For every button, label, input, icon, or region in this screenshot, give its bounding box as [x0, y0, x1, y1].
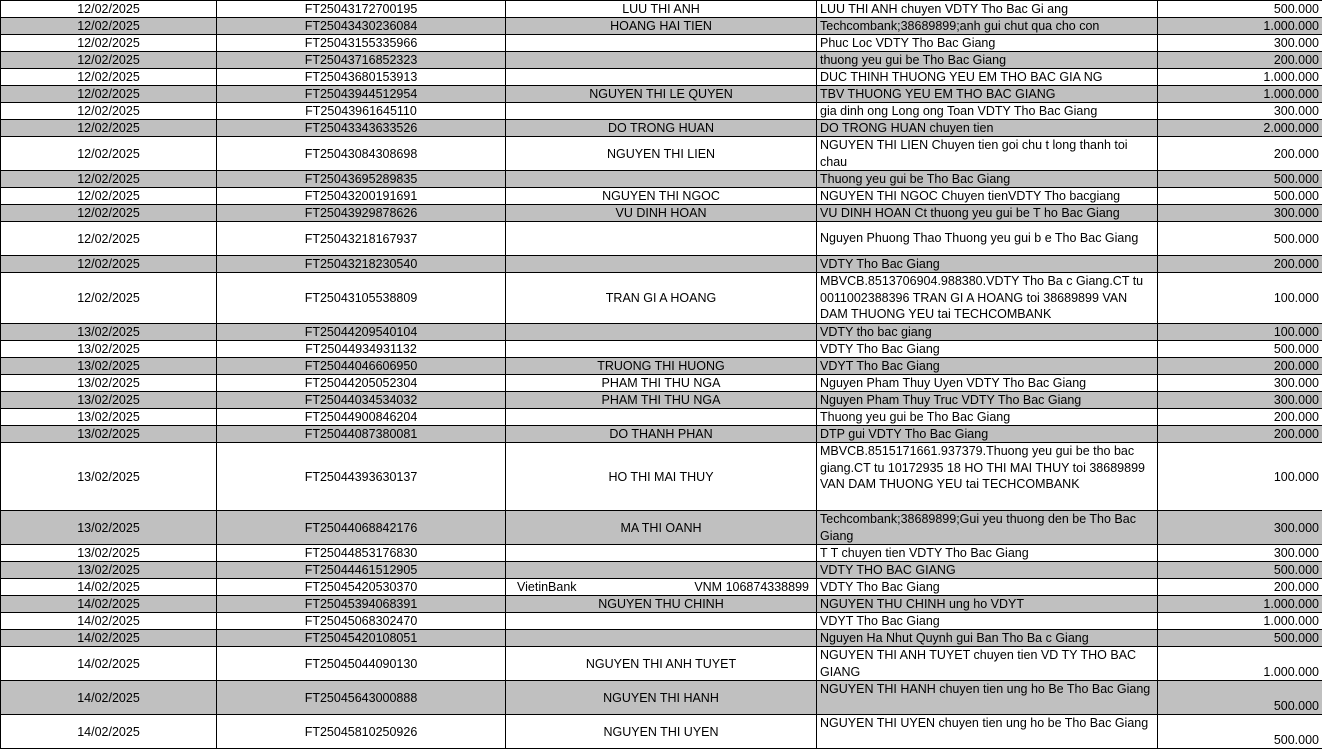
table-row [1, 426, 1322, 443]
amount-cell[interactable]: 500.000 [1158, 630, 1322, 647]
description-cell[interactable]: NGUYEN THI ANH TUYET chuyen tien VD TY THO BAC GIANG [817, 647, 1158, 681]
table-row [1, 562, 1322, 579]
reference-cell[interactable]: FT25045643000888 [217, 681, 506, 715]
amount-cell[interactable]: 200.000 [1158, 52, 1322, 69]
amount-cell[interactable]: 300.000 [1158, 392, 1322, 409]
sender-cell[interactable]: NGUYEN THI LE QUYEN [506, 86, 817, 103]
sender-cell[interactable] [506, 613, 817, 630]
date-cell[interactable]: 12/02/2025 [1, 120, 217, 137]
sender-cell[interactable]: TRAN GI A HOANG [506, 273, 817, 324]
table-row [1, 715, 1322, 749]
date-cell[interactable]: 12/02/2025 [1, 137, 217, 171]
amount-cell[interactable]: 2.000.000 [1158, 120, 1322, 137]
date-cell[interactable]: 12/02/2025 [1, 171, 217, 188]
reference-cell[interactable]: FT25044934931132 [217, 341, 506, 358]
date-cell[interactable]: 12/02/2025 [1, 103, 217, 120]
description-cell[interactable]: VDTY Tho Bac Giang [817, 256, 1158, 273]
date-cell[interactable]: 14/02/2025 [1, 715, 217, 749]
description-cell[interactable]: VDYT Tho Bac Giang [817, 358, 1158, 375]
reference-cell[interactable]: FT25044205052304 [217, 375, 506, 392]
amount-cell[interactable]: 200.000 [1158, 579, 1322, 596]
reference-cell[interactable]: FT25045394068391 [217, 596, 506, 613]
table-row [1, 1, 1322, 18]
date-cell[interactable]: 14/02/2025 [1, 596, 217, 613]
amount-cell[interactable]: 200.000 [1158, 358, 1322, 375]
table-row [1, 222, 1322, 256]
amount-cell[interactable]: 300.000 [1158, 35, 1322, 52]
amount-cell[interactable]: 500.000 [1158, 562, 1322, 579]
date-cell[interactable]: 14/02/2025 [1, 579, 217, 596]
amount-cell[interactable]: 300.000 [1158, 375, 1322, 392]
sender-cell[interactable] [506, 562, 817, 579]
description-cell[interactable]: TBV THUONG YEU EM THO BAC GIANG [817, 86, 1158, 103]
reference-cell[interactable]: FT25045420530370 [217, 579, 506, 596]
date-cell[interactable]: 12/02/2025 [1, 86, 217, 103]
account-number: VNM 106874338899 [694, 580, 809, 594]
reference-cell[interactable]: FT25043929878626 [217, 205, 506, 222]
description-cell[interactable]: LUU THI ANH chuyen VDTY Tho Bac Gi ang [817, 1, 1158, 18]
date-cell[interactable]: 14/02/2025 [1, 613, 217, 630]
date-cell[interactable]: 12/02/2025 [1, 1, 217, 18]
amount-cell[interactable]: 1.000.000 [1158, 86, 1322, 103]
sender-cell[interactable]: HO THI MAI THUY [506, 443, 817, 511]
sender-cell[interactable]: NGUYEN THI LIEN [506, 137, 817, 171]
description-cell[interactable]: Nguyen Pham Thuy Truc VDTY Tho Bac Giang [817, 392, 1158, 409]
reference-cell[interactable]: FT25045044090130 [217, 647, 506, 681]
sender-cell[interactable] [506, 35, 817, 52]
table-row [1, 137, 1322, 171]
transaction-rows [1, 1, 1322, 749]
amount-cell[interactable]: 500.000 [1158, 1, 1322, 18]
date-cell[interactable]: 12/02/2025 [1, 18, 217, 35]
sender-cell[interactable]: NGUYEN THI ANH TUYET [506, 647, 817, 681]
table-row [1, 103, 1322, 120]
description-cell[interactable]: NGUYEN THI UYEN chuyen tien ung ho be Tho Bac Giang [817, 715, 1158, 749]
table-row [1, 35, 1322, 52]
description-cell[interactable]: DO TRONG HUAN chuyen tien [817, 120, 1158, 137]
reference-cell[interactable]: FT25043200191691 [217, 188, 506, 205]
date-cell[interactable]: 13/02/2025 [1, 545, 217, 562]
description-cell[interactable]: MBVCB.8513706904.988380.VDTY Tho Ba c Giang.CT tu 0011002388396 TRAN GI A HOANG toi 38689899 VAN DAM THUONG YEU tai TECHCOMBANK [817, 273, 1158, 324]
amount-cell[interactable]: 300.000 [1158, 511, 1322, 545]
amount-cell[interactable]: 500.000 [1158, 341, 1322, 358]
reference-cell[interactable]: FT25044209540104 [217, 324, 506, 341]
sender-cell[interactable]: NGUYEN THI NGOC [506, 188, 817, 205]
bank-name: VietinBank [517, 580, 577, 594]
table-row [1, 205, 1322, 222]
description-cell[interactable]: VDYT Tho Bac Giang [817, 613, 1158, 630]
reference-cell[interactable]: FT25044046606950 [217, 358, 506, 375]
date-cell[interactable]: 13/02/2025 [1, 324, 217, 341]
sender-cell[interactable]: HOANG HAI TIEN [506, 18, 817, 35]
table-row [1, 52, 1322, 69]
description-cell[interactable]: Phuc Loc VDTY Tho Bac Giang [817, 35, 1158, 52]
description-cell[interactable]: Thuong yeu gui be Tho Bac Giang [817, 409, 1158, 426]
date-cell[interactable]: 13/02/2025 [1, 358, 217, 375]
description-cell[interactable]: VDTY Tho Bac Giang [817, 341, 1158, 358]
table-row [1, 647, 1322, 681]
description-cell[interactable]: DTP gui VDTY Tho Bac Giang [817, 426, 1158, 443]
date-cell[interactable]: 12/02/2025 [1, 69, 217, 86]
table-row [1, 273, 1322, 324]
description-cell[interactable]: VDTY tho bac giang [817, 324, 1158, 341]
table-row [1, 256, 1322, 273]
description-cell[interactable]: T T chuyen tien VDTY Tho Bac Giang [817, 545, 1158, 562]
description-cell[interactable]: NGUYEN THI LIEN Chuyen tien goi chu t long thanh toi chau [817, 137, 1158, 171]
sender-cell[interactable] [506, 579, 817, 596]
reference-cell[interactable]: FT25043155335966 [217, 35, 506, 52]
sender-cell[interactable] [506, 171, 817, 188]
sender-cell[interactable]: MA THI OANH [506, 511, 817, 545]
description-cell[interactable]: Nguyen Pham Thuy Uyen VDTY Tho Bac Giang [817, 375, 1158, 392]
date-cell[interactable]: 13/02/2025 [1, 392, 217, 409]
amount-cell[interactable]: 100.000 [1158, 273, 1322, 324]
amount-cell[interactable]: 1.000.000 [1158, 613, 1322, 630]
sender-cell[interactable]: DO THANH PHAN [506, 426, 817, 443]
reference-cell[interactable]: FT25043430236084 [217, 18, 506, 35]
date-cell[interactable]: 13/02/2025 [1, 409, 217, 426]
sender-cell[interactable] [506, 103, 817, 120]
date-cell[interactable]: 12/02/2025 [1, 273, 217, 324]
table-row [1, 613, 1322, 630]
date-cell[interactable]: 13/02/2025 [1, 426, 217, 443]
sender-cell[interactable]: PHAM THI THU NGA [506, 392, 817, 409]
table-row [1, 358, 1322, 375]
sender-cell[interactable]: NGUYEN THI HANH [506, 681, 817, 715]
amount-cell[interactable]: 300.000 [1158, 205, 1322, 222]
table-row [1, 596, 1322, 613]
reference-cell[interactable]: FT25043944512954 [217, 86, 506, 103]
sender-cell[interactable]: NGUYEN THU CHINH [506, 596, 817, 613]
amount-cell[interactable]: 1.000.000 [1158, 647, 1322, 681]
table-row [1, 545, 1322, 562]
description-cell[interactable]: NGUYEN THU CHINH ung ho VDYT [817, 596, 1158, 613]
table-row [1, 86, 1322, 103]
table-row [1, 375, 1322, 392]
reference-cell[interactable]: FT25044853176830 [217, 545, 506, 562]
table-row [1, 443, 1322, 511]
amount-cell[interactable]: 1.000.000 [1158, 596, 1322, 613]
date-cell[interactable]: 13/02/2025 [1, 341, 217, 358]
reference-cell[interactable]: FT25043343633526 [217, 120, 506, 137]
description-cell[interactable]: Techcombank;38689899;Gui yeu thuong den be Tho Bac Giang [817, 511, 1158, 545]
sender-cell[interactable]: DO TRONG HUAN [506, 120, 817, 137]
description-cell[interactable]: thuong yeu gui be Tho Bac Giang [817, 52, 1158, 69]
amount-cell[interactable]: 300.000 [1158, 545, 1322, 562]
description-cell[interactable]: VU DINH HOAN Ct thuong yeu gui be T ho Bac Giang [817, 205, 1158, 222]
sender-cell[interactable]: PHAM THI THU NGA [506, 375, 817, 392]
amount-cell[interactable]: 200.000 [1158, 409, 1322, 426]
reference-cell[interactable]: FT25043695289835 [217, 171, 506, 188]
description-cell[interactable]: VDTY Tho Bac Giang [817, 579, 1158, 596]
amount-cell[interactable]: 1.000.000 [1158, 18, 1322, 35]
amount-cell[interactable]: 1.000.000 [1158, 69, 1322, 86]
date-cell[interactable]: 12/02/2025 [1, 35, 217, 52]
date-cell[interactable]: 12/02/2025 [1, 222, 217, 256]
sender-cell[interactable] [506, 324, 817, 341]
description-cell[interactable]: NGUYEN THI HANH chuyen tien ung ho Be Tho Bac Giang [817, 681, 1158, 715]
description-cell[interactable]: gia dinh ong Long ong Toan VDTY Tho Bac Giang [817, 103, 1158, 120]
table-row [1, 392, 1322, 409]
sender-cell[interactable]: TRUONG THI HUONG [506, 358, 817, 375]
reference-cell[interactable]: FT25044900846204 [217, 409, 506, 426]
reference-cell[interactable]: FT25044034534032 [217, 392, 506, 409]
table-row [1, 511, 1322, 545]
table-row [1, 579, 1322, 596]
reference-cell[interactable]: FT25043716852323 [217, 52, 506, 69]
sender-cell[interactable] [506, 256, 817, 273]
date-cell[interactable]: 13/02/2025 [1, 443, 217, 511]
amount-cell[interactable]: 500.000 [1158, 171, 1322, 188]
date-cell[interactable]: 14/02/2025 [1, 630, 217, 647]
amount-cell[interactable]: 100.000 [1158, 324, 1322, 341]
reference-cell[interactable]: FT25043172700195 [217, 1, 506, 18]
sender-cell[interactable] [506, 630, 817, 647]
sender-cell[interactable] [506, 69, 817, 86]
description-cell[interactable]: Techcombank;38689899;anh gui chut qua cho con [817, 18, 1158, 35]
reference-cell[interactable]: FT25043218230540 [217, 256, 506, 273]
amount-cell[interactable]: 500.000 [1158, 681, 1322, 715]
table-row [1, 18, 1322, 35]
description-cell[interactable]: Thuong yeu gui be Tho Bac Giang [817, 171, 1158, 188]
amount-cell[interactable]: 200.000 [1158, 426, 1322, 443]
description-cell[interactable]: DUC THINH THUONG YEU EM THO BAC GIA NG [817, 69, 1158, 86]
date-cell[interactable]: 13/02/2025 [1, 562, 217, 579]
reference-cell[interactable]: FT25044068842176 [217, 511, 506, 545]
amount-cell[interactable]: 500.000 [1158, 715, 1322, 749]
date-cell[interactable]: 12/02/2025 [1, 188, 217, 205]
amount-cell[interactable]: 500.000 [1158, 188, 1322, 205]
sender-cell[interactable] [506, 409, 817, 426]
table-row [1, 120, 1322, 137]
table-row [1, 681, 1322, 715]
amount-cell[interactable]: 300.000 [1158, 103, 1322, 120]
date-cell[interactable]: 14/02/2025 [1, 681, 217, 715]
sender-cell[interactable] [506, 545, 817, 562]
amount-cell[interactable]: 200.000 [1158, 137, 1322, 171]
reference-cell[interactable]: FT25043961645110 [217, 103, 506, 120]
description-cell[interactable]: VDTY THO BAC GIANG [817, 562, 1158, 579]
sender-cell[interactable] [506, 52, 817, 69]
reference-cell[interactable]: FT25045810250926 [217, 715, 506, 749]
description-cell[interactable]: NGUYEN THI NGOC Chuyen tienVDTY Tho bacgiang [817, 188, 1158, 205]
table-row [1, 409, 1322, 426]
table-row [1, 171, 1322, 188]
date-cell[interactable]: 13/02/2025 [1, 511, 217, 545]
reference-cell[interactable]: FT25045420108051 [217, 630, 506, 647]
date-cell[interactable]: 12/02/2025 [1, 52, 217, 69]
amount-cell[interactable]: 500.000 [1158, 222, 1322, 256]
reference-cell[interactable]: FT25043105538809 [217, 273, 506, 324]
description-cell[interactable]: Nguyen Phuong Thao Thuong yeu gui b e Tho Bac Giang [817, 222, 1158, 256]
reference-cell[interactable]: FT25045068302470 [217, 613, 506, 630]
amount-cell[interactable]: 100.000 [1158, 443, 1322, 511]
reference-cell[interactable]: FT25043084308698 [217, 137, 506, 171]
sender-cell[interactable]: NGUYEN THI UYEN [506, 715, 817, 749]
table-row [1, 188, 1322, 205]
reference-cell[interactable]: FT25044087380081 [217, 426, 506, 443]
date-cell[interactable]: 12/02/2025 [1, 205, 217, 222]
date-cell[interactable]: 13/02/2025 [1, 375, 217, 392]
sender-cell[interactable]: LUU THI ANH [506, 1, 817, 18]
sender-cell[interactable]: VU DINH HOAN [506, 205, 817, 222]
reference-cell[interactable]: FT25044461512905 [217, 562, 506, 579]
amount-cell[interactable]: 200.000 [1158, 256, 1322, 273]
table-row [1, 630, 1322, 647]
sender-cell[interactable] [506, 222, 817, 256]
description-cell[interactable]: MBVCB.8515171661.937379.Thuong yeu gui be tho bac giang.CT tu 10172935 18 HO THI MAI THUY toi 38689899 VAN DAM THUONG YEU tai TECHCOMBANK [817, 443, 1158, 511]
table-row [1, 324, 1322, 341]
reference-cell[interactable]: FT25043680153913 [217, 69, 506, 86]
sender-cell[interactable] [506, 341, 817, 358]
table-row [1, 341, 1322, 358]
reference-cell[interactable]: FT25044393630137 [217, 443, 506, 511]
date-cell[interactable]: 12/02/2025 [1, 256, 217, 273]
table-row [1, 69, 1322, 86]
description-cell[interactable]: Nguyen Ha Nhut Quynh gui Ban Tho Ba c Giang [817, 630, 1158, 647]
reference-cell[interactable]: FT25043218167937 [217, 222, 506, 256]
date-cell[interactable]: 14/02/2025 [1, 647, 217, 681]
